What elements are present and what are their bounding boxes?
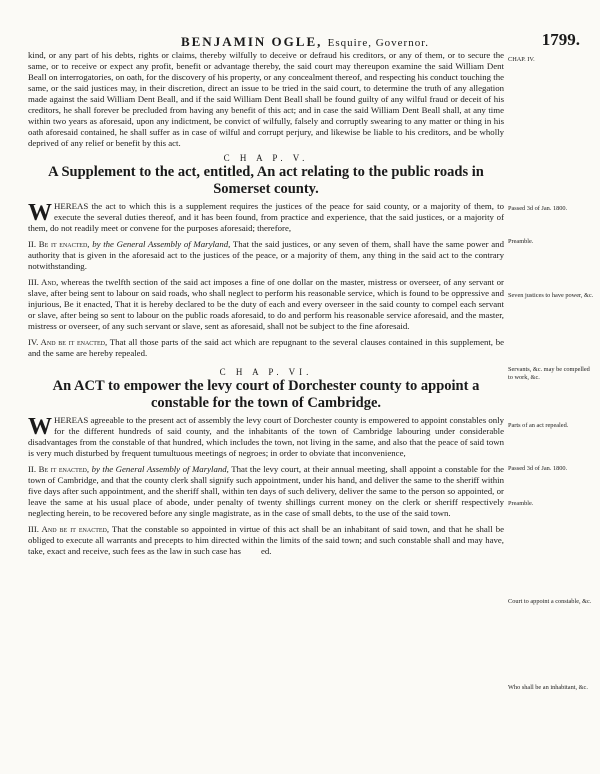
chap5-title: A Supplement to the act, entitled, An act relating to the public roads in Somerset county. xyxy=(48,164,484,197)
main-text xyxy=(28,50,504,557)
chap6-s3-text: That the constable so appointed in virtue of this act shall be an inhabitant of said town, and that he shall be obliged to execute all warrants and precepts to him directed within the limits of the said town; and such constable shall and may have, take, exact and receive, such fees as the law in such case has xyxy=(28,524,504,556)
chap6-heading: C H A P. VI. xyxy=(219,367,313,377)
chap5-s3-text: whereas the twelfth section of the said act imposes a fine of one dollar on the master, mistress or overseer, of any servant or slave, after being sent to labour on said roads, who shall neglect to perform his reasonable service, which is found to be oppressive and injurious, Be it enacted, That it is hereby declared to be the duty of each and every overseer in the said county to compel each servant or slave, after being so sent to labour on the public roads aforesaid, to do and perform his reasonable service aforesaid, and the master, mistress or overseer, of any such servant or slave, sent as aforesaid, shall not be subject to the fine aforesaid. xyxy=(28,277,504,331)
margin-chap6-preamble: Preamble. xyxy=(508,500,534,507)
margin-chap5-s2: Seven justices to have power, &c. xyxy=(508,292,594,299)
margin-chap4: CHAP. IV. xyxy=(508,56,535,63)
margin-chap6-s3: Who shall be an inhabitant, &c. xyxy=(508,684,588,691)
chap5-heading: C H A P. V. xyxy=(223,153,309,163)
chap5-section-2 xyxy=(28,239,504,272)
chap4-continuation: kind, or any part of his debts, rights or claims, thereby wilfully to deceive or defraud his creditors, or any of them, or to secure the same, or to receive or expect any profit, benefit or advantage thereby, the said court may thereupon examine the said William Dent Beall on interrogatories, on oath, for the discovery of his property, or any concealment thereof, and respecting his conduct touching the same, or the said justices may, in their discretion, direct an issue to be tried in the said court, to determine the truth of any allegation made against the said William Dent Beall, and if the said William Dent Beall shall be found guilty of any wilful fraud or deceit of his creditors, he shall forever be precluded from having any benefit of this act; and in case the said William Dent Beall shall, at any time within two years as aforesaid, upon any indictment, be convict of wilfully, falsely and corruptly swearing to any matter or thing in his oath aforesaid contained, he shall suffer as in case of wilful and corrupt perjury, and likewise be liable to his creditors, and be wholly deprived of any relief or benefit by this act. xyxy=(28,50,504,148)
margin-chap5-passed: Passed 3d of Jan. 1800. xyxy=(508,205,568,212)
margin-chap5-preamble: Preamble. xyxy=(508,238,534,245)
chap6-s2-text: That the levy court, at their annual meeting, shall appoint a constable for the town of Cambridge, and that the county clerk shall signify such appointment, under his hand, and deliver the same to the sheriff within five days after such appointment, and the sheriff shall, within ten days of such delivery, deliver the same to the person so appointed, or leave the same at his usual place of abode, under penalty of twenty shillings current money on the clerk or sheriff respectively neglecting herein, to be recovered before any single magistrate, as in the case of small debts, to the use of the said town. xyxy=(28,464,504,518)
chap5-preamble xyxy=(28,201,504,234)
chap6-s3-lead: III. And be it enacted, xyxy=(28,524,110,534)
margin-chap6-s2: Court to appoint a constable, &c. xyxy=(508,598,592,605)
chap6-section-3 xyxy=(28,524,504,557)
chap6-s3-tail: ed. xyxy=(260,546,272,556)
header-name: BENJAMIN OGLE, xyxy=(180,34,323,49)
margin-chap5-s3: Servants, &c. may be compelled to work, &c. xyxy=(508,366,590,381)
chap5-preamble-text: HEREAS the act to which this is a supplement requires the justices of the peace for said county, or a majority of them, to execute the several duties thereof, and it has been found, from practice and experience, that the said justices, or a majority of them, do not readily meet or convene for the purposes aforesaid; therefore, xyxy=(28,201,504,233)
page-year: 1799. xyxy=(541,30,580,49)
chap6-s2-lead: II. Be it enacted, xyxy=(28,464,90,474)
chap5-s3-lead: III. And, xyxy=(28,277,59,287)
chap6-s2-assembly: by the General Assembly of Maryland, xyxy=(91,464,229,474)
chap5-s4-lead: IV. And be it enacted, xyxy=(28,337,108,347)
chap6-preamble-text: HEREAS agreeable to the present act of assembly the levy court of Dorchester county is empowered to appoint constables only for the different hundreds of said county, and the inhabitants of the town of Cambridge labouring under considerable disadvantages from the constable of that hundred, which includes the town, not living in the same, and also that the peace of said town is very much disturbed by frequent tumultuous meetings of negroes; in order to obviate that inconvenience, xyxy=(28,415,504,458)
chap5-s4-text: That all those parts of the said act which are repugnant to the several clauses contained in this supplement, be and the same are hereby repealed. xyxy=(28,337,505,358)
header-title: Esquire, Governor. xyxy=(327,37,430,49)
chap6-title: An ACT to empower the levy court of Dorchester county to appoint a constable for the town of Cambridge. xyxy=(52,378,480,411)
chap5-section-3 xyxy=(28,277,504,332)
chap5-section-4 xyxy=(28,337,504,359)
running-header xyxy=(90,34,520,50)
chap6-section-2 xyxy=(28,464,504,519)
chap5-dropcap: W xyxy=(28,200,52,226)
chap5-s2-assembly: by the General Assembly of Maryland, xyxy=(92,239,231,249)
chap5-s2-lead: II. Be it enacted, xyxy=(28,239,90,249)
chap6-preamble xyxy=(28,415,504,459)
margin-chap6-passed: Passed 3d of Jan. 1800. xyxy=(508,465,568,472)
chap6-dropcap: W xyxy=(28,414,52,440)
chap5-s2-text: That the said justices, or any seven of them, shall have the same power and authority that is given in the aforesaid act to the justices of the peace, or a majority of them, any thing in the said act to the contrary notwithstanding. xyxy=(28,239,504,271)
margin-chap5-s4: Parts of an act repealed. xyxy=(508,422,569,429)
